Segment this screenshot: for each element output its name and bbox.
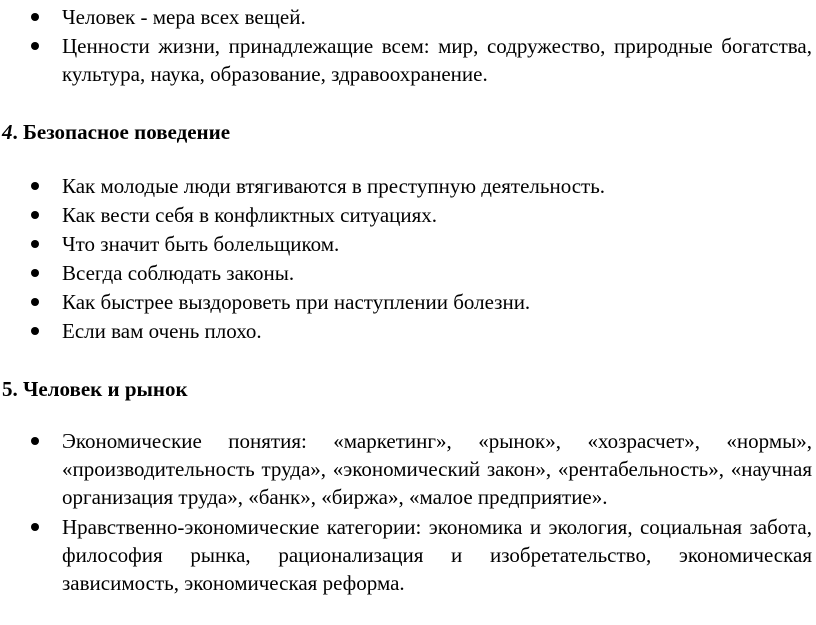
- bullet-icon: [31, 240, 39, 248]
- bullet-icon: [31, 437, 39, 445]
- list-item-text: Как вести себя в конфликтных ситуациях.: [62, 203, 438, 227]
- list-item: [0, 317, 814, 345]
- section-heading-safe-behavior: [0, 118, 816, 146]
- list-item: [0, 427, 814, 511]
- bullet-icon: [31, 13, 39, 21]
- section-title: . Безопасное поведение: [12, 120, 231, 144]
- list-item-text: Всегда соблюдать законы.: [62, 261, 295, 285]
- list-item: [0, 32, 814, 88]
- section-heading-human-and-market: [0, 375, 816, 403]
- section-title: 5. Человек и рынок: [2, 377, 188, 401]
- list-item: [0, 259, 814, 287]
- bullet-icon: [31, 269, 39, 277]
- safe-behavior-list: [0, 172, 814, 346]
- bullet-icon: [31, 298, 39, 306]
- list-item-text: Экономические понятия: «маркетинг», «рынок», «хозрасчет», «нормы», «производительность труда», «экономический закон», «рентабельность», «научная организация труда», «банк», «биржа», «малое предприятие».: [62, 429, 812, 509]
- list-item: [0, 201, 814, 229]
- list-item-text: Как быстрее выздороветь при наступлении болезни.: [62, 290, 531, 314]
- list-item: [0, 3, 814, 31]
- bullet-icon: [31, 523, 39, 531]
- list-item-text: Как молодые люди втягиваются в преступную деятельность.: [62, 174, 606, 198]
- market-list: [0, 427, 814, 599]
- bullet-icon: [31, 327, 39, 335]
- bullet-icon: [31, 42, 39, 50]
- list-item: [0, 288, 814, 316]
- list-item: [0, 230, 814, 258]
- list-item-text: Если вам очень плохо.: [62, 319, 262, 343]
- bullet-icon: [31, 211, 39, 219]
- values-list: [0, 3, 814, 89]
- bullet-icon: [31, 182, 39, 190]
- list-item: [0, 172, 814, 200]
- list-item-text: Что значит быть болельщиком.: [62, 232, 340, 256]
- list-item: [0, 513, 814, 597]
- list-item-text: Человек - мера всех вещей.: [62, 5, 306, 29]
- list-item-text: Нравственно-экономические категории: экономика и экология, социальная забота, философия рынка, рационализация и изобретательство, экономическая зависимость, экономическая реформа.: [62, 515, 812, 595]
- section-number: 4: [2, 120, 13, 144]
- list-item-text: Ценности жизни, принадлежащие всем: мир, содружество, природные богатства, культура, наука, образование, здравоохранение.: [62, 34, 812, 86]
